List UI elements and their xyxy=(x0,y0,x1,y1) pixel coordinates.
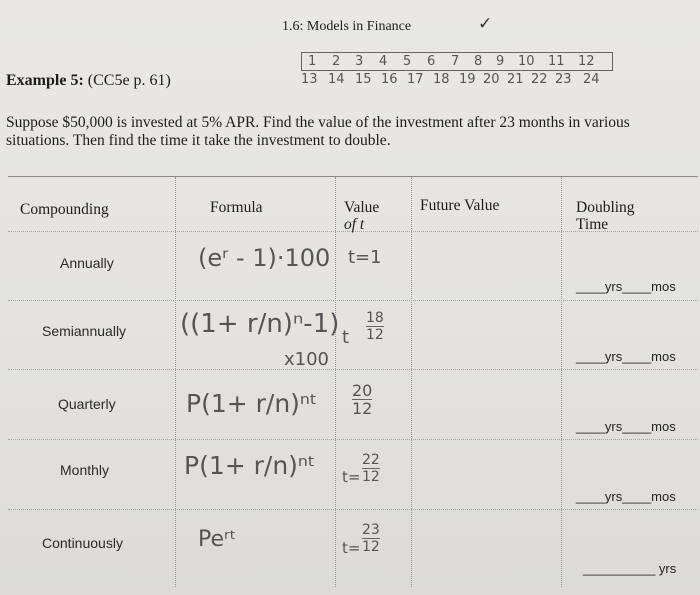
t-fraction-monthly: 22 12 xyxy=(362,452,380,485)
formula-quarterly: P(1+ r/n)ⁿᵗ xyxy=(186,389,318,418)
row-label-quarterly: Quarterly xyxy=(58,396,116,412)
problem-statement: Suppose $50,000 is invested at 5% APR. Find the value of the investment after 23 months in various situations. Then find the time it take the investment to double. xyxy=(6,114,630,149)
t-value-annually: t=1 xyxy=(348,247,382,268)
grid-number: 14 xyxy=(328,72,345,87)
grid-number: 24 xyxy=(583,72,600,87)
grid-number: 19 xyxy=(459,72,476,87)
grid-number: 20 xyxy=(483,72,500,87)
t-fraction-continuously: 23 12 xyxy=(362,522,380,555)
grid-number: 8 xyxy=(474,54,483,69)
handwritten-number-grid xyxy=(301,52,613,90)
row-label-continuously: Continuously xyxy=(42,535,123,551)
grid-number: 6 xyxy=(427,54,436,69)
formula-semiannually-extra: x100 xyxy=(284,349,330,370)
column-divider xyxy=(335,177,336,587)
grid-number: 4 xyxy=(379,54,388,69)
t-fraction-quarterly: 20 12 xyxy=(352,381,373,418)
column-divider xyxy=(411,177,412,587)
grid-number: 10 xyxy=(518,54,535,69)
example-source: (CC5e p. 61) xyxy=(87,72,171,89)
grid-number: 5 xyxy=(403,54,412,69)
doubling-time-continuously: __________ yrs xyxy=(583,561,677,576)
page-header-title: 1.6: Models in Finance xyxy=(282,19,412,34)
grid-number: 17 xyxy=(407,72,424,87)
doubling-time-semiannually: ____yrs____mos xyxy=(576,349,676,364)
grid-number: 21 xyxy=(507,72,524,87)
row-divider xyxy=(8,369,698,370)
t-prefix-semiannually: t xyxy=(342,327,350,348)
example-title xyxy=(6,72,171,90)
row-label-monthly: Monthly xyxy=(60,462,110,478)
row-divider xyxy=(8,509,698,510)
header-doubling-time: Doubling Time xyxy=(576,199,635,233)
grid-number: 18 xyxy=(433,72,450,87)
formula-continuously: Peʳᵗ xyxy=(198,527,237,552)
header-value-of-t: Value of t xyxy=(344,199,380,233)
formula-semiannually: ((1+ r/n)ⁿ-1) xyxy=(180,309,340,339)
header-formula: Formula xyxy=(210,199,263,216)
grid-number: 12 xyxy=(578,54,595,69)
grid-number: 16 xyxy=(381,72,398,87)
grid-number: 11 xyxy=(548,54,565,69)
doubling-time-annually: ____yrs____mos xyxy=(576,279,676,294)
grid-number: 2 xyxy=(332,54,341,69)
t-fraction-semiannually: 18 12 xyxy=(366,310,384,343)
row-divider xyxy=(8,300,698,301)
grid-number: 23 xyxy=(555,72,572,87)
grid-number: 13 xyxy=(301,72,318,87)
t-prefix-monthly: t= xyxy=(342,468,361,486)
check-mark-icon: ✓ xyxy=(478,14,493,33)
header-future-value: Future Value xyxy=(420,197,500,214)
row-label-semiannually: Semiannually xyxy=(42,323,127,339)
formula-annually: (eʳ - 1)·100 xyxy=(198,244,331,272)
t-prefix-continuously: t= xyxy=(342,539,361,557)
row-label-annually: Annually xyxy=(60,255,114,271)
column-divider xyxy=(561,177,562,587)
compounding-table xyxy=(8,176,698,587)
grid-number: 15 xyxy=(355,72,372,87)
doubling-time-quarterly: ____yrs____mos xyxy=(576,419,676,434)
grid-number: 7 xyxy=(451,54,460,69)
example-label: Example 5: xyxy=(6,72,84,89)
grid-number: 3 xyxy=(355,54,364,69)
formula-monthly: P(1+ r/n)ⁿᵗ xyxy=(184,451,316,480)
row-divider xyxy=(8,439,698,440)
column-divider xyxy=(175,177,176,587)
header-compounding: Compounding xyxy=(20,201,109,218)
doubling-time-monthly: ____yrs____mos xyxy=(576,489,676,504)
grid-number: 22 xyxy=(531,72,548,87)
grid-number: 1 xyxy=(308,54,317,69)
grid-number: 9 xyxy=(496,54,505,69)
